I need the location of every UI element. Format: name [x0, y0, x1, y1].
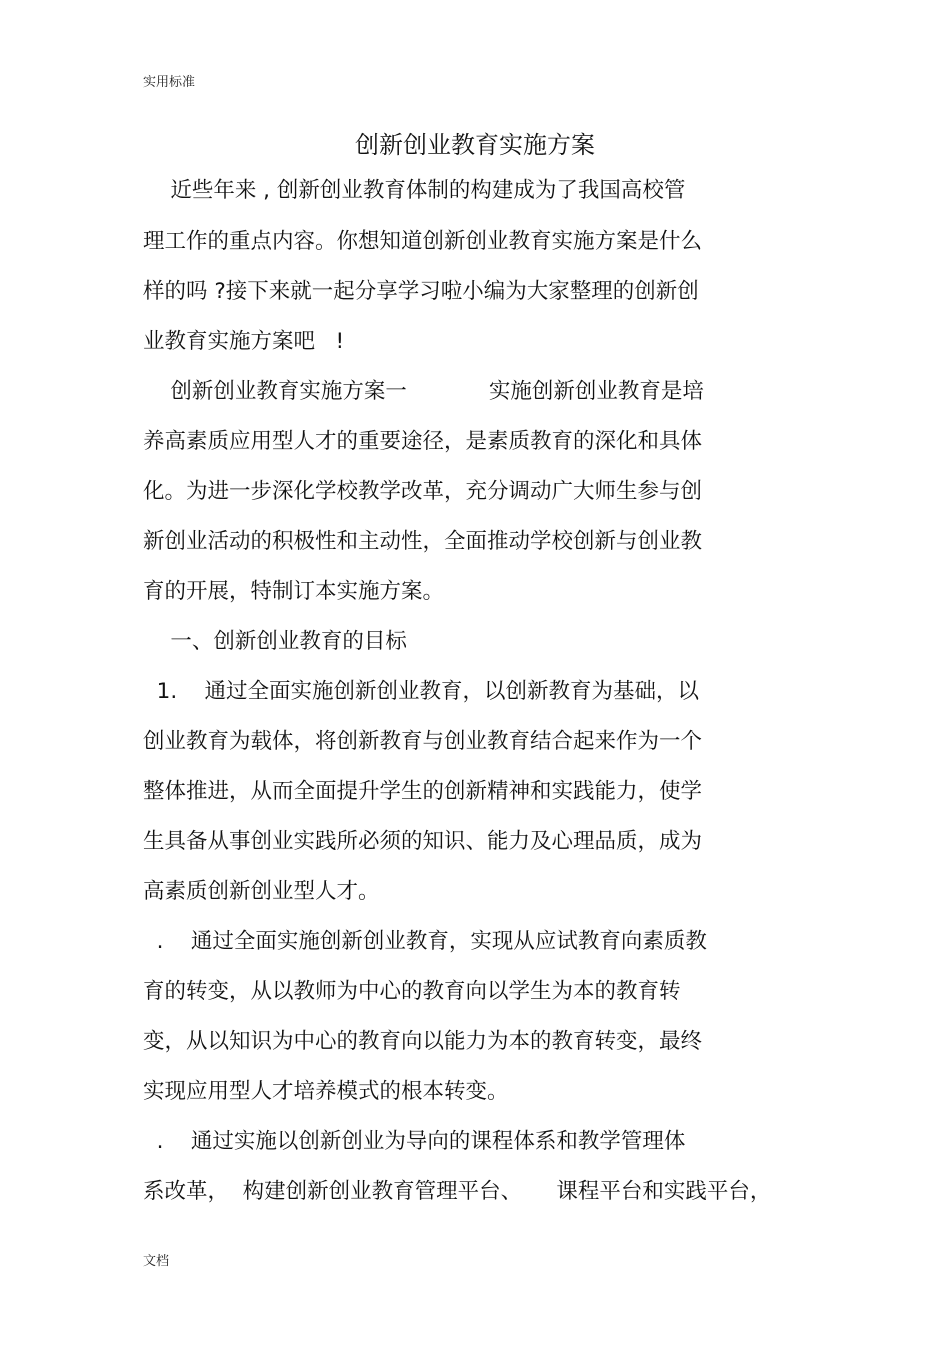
- body-line: 样的吗 ?接下来就一起分享学习啦小编为大家整理的创新创: [143, 279, 699, 304]
- page-footer: 文档: [143, 1254, 170, 1269]
- body-line: 养高素质应用型人才的重要途径，是素质教育的深化和具体: [143, 429, 703, 454]
- body-line: 创业教育为载体，将创新教育与创业教育结合起来作为一个: [143, 729, 703, 754]
- body-line: 新创业活动的积极性和主动性，全面推动学校创新与创业教: [143, 529, 703, 554]
- body-line: 创新创业教育实施方案一 实施创新创业教育是培: [143, 379, 704, 404]
- body-line: . 通过实施以创新创业为导向的课程体系和教学管理体: [143, 1129, 686, 1154]
- body-line: 系改革， 构建创新创业教育管理平台、 课程平台和实践平台，: [143, 1179, 772, 1204]
- body-line: 1. 通过全面实施创新创业教育，以创新教育为基础，以: [143, 679, 700, 704]
- page-header: 实用标准: [143, 75, 196, 90]
- body-line: 近些年来 , 创新创业教育体制的构建成为了我国高校管: [143, 178, 686, 203]
- body-line: 育的开展，特制订本实施方案。: [143, 579, 445, 604]
- body-line: 生具备从事创业实践所必须的知识、能力及心理品质，成为: [143, 829, 703, 854]
- body-line: 高素质创新创业型人才。: [143, 879, 380, 904]
- document-title: 创新创业教育实施方案: [355, 131, 595, 159]
- body-line: 化。为进一步深化学校教学改革，充分调动广大师生参与创: [143, 479, 703, 504]
- body-line: 实现应用型人才培养模式的根本转变。: [143, 1079, 509, 1104]
- section-heading: 一、创新创业教育的目标: [143, 629, 407, 654]
- body-line: 理工作的重点内容。你想知道创新创业教育实施方案是什么: [143, 229, 703, 254]
- body-line: . 通过全面实施创新创业教育，实现从应试教育向素质教: [143, 929, 707, 954]
- body-line: 整体推进，从而全面提升学生的创新精神和实践能力，使学: [143, 779, 703, 804]
- body-line: 变，从以知识为中心的教育向以能力为本的教育转变，最终: [143, 1029, 703, 1054]
- body-line: 业教育实施方案吧 !: [143, 329, 345, 354]
- body-line: 育的转变，从以教师为中心的教育向以学生为本的教育转: [143, 979, 681, 1004]
